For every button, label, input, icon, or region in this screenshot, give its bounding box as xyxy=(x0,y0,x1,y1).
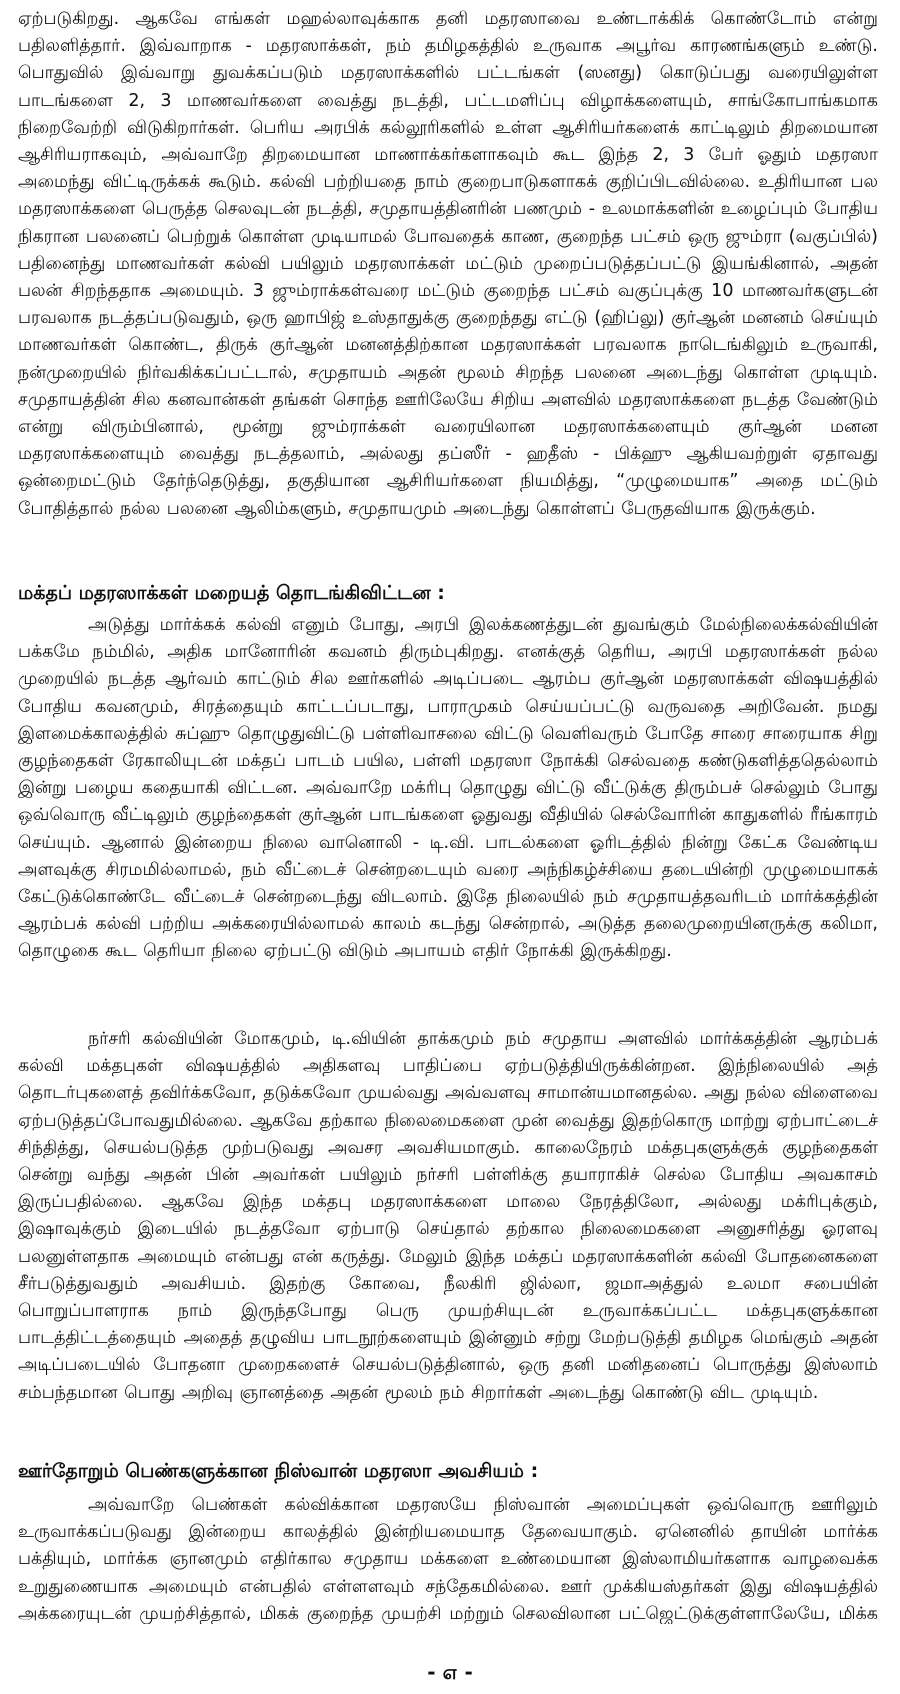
page-number: - ௭ - xyxy=(427,1660,473,1684)
paragraph-madrasa-structure: ஏற்படுகிறது. ஆகவே எங்கள் மஹல்லாவுக்காக தனி மதரஸாவை உண்டாக்கிக் கொண்டோம் என்று பதிலளித்தார். இவ்வாறாக - மதரஸாக்கள், நம் தமிழகத்தில் உருவாக அபூர்வ காரணங்களும் உண்டு. பொதுவில் இவ்வாறு துவக்கப்படும் மதரஸாக்களில் பட்டங்கள் (ஸனது) கொடுப்பது வரையிலுள்ள பாடங்களை 2, 3 மாணவர்களை வைத்து நடத்தி, பட்டமளிப்பு விழாக்களையும், சாங்கோபாங்கமாக நிறைவேற்றி விடுகிறார்கள். பெரிய அரபிக் கல்லூரிகளில் உள்ள ஆசிரியர்களைக் காட்டிலும் திறமையான ஆசிரியராகவும், அவ்வாறே திறமையான மாணாக்கர்களாகவும் கூட இந்த 2, 3 பேர் ஓதும் மதரஸா அமைந்து விட்டிருக்கக் கூடும். கல்வி பற்றியதை நாம் குறைபாடுகளாகக் குறிப்பிடவில்லை. உதிரியான பல மதரஸாக்களை பெருத்த செலவுடன் நடத்தி, சமுதாயத்தினரின் பணமும் - உலமாக்களின் உழைப்பும் போதிய நிகரான பலனைப் பெற்றுக் கொள்ள முடியாமல் போவதைக் காண, குறைந்த பட்சம் ஒரு ஜும்ரா (வகுப்பில்) பதினைந்து மாணவர்கள் கல்வி பயிலும் மதரஸாக்கள் மட்டும் முறைப்படுத்தப்பட்டு இயங்கினால், அதன் பலன் சிறந்ததாக அமையும். 3 ஜும்ராக்கள்வரை மட்டும் குறைந்த பட்சம் வகுப்புக்கு 10 மாணவர்களுடன் பரவலாக நடத்தப்படுவதும், ஒரு ஹாபிஜ் உஸ்தாதுக்கு குறைந்தது எட்டு (ஹிப்லு) குர்ஆன் மனனம் செய்யும் மாணவர்கள் கொண்ட, திருக் குர்ஆன் மனனத்திற்கான மதரஸாக்கள் பரவலாக நாடெங்கிலும் உருவாகி, நன்முறையில் நிர்வகிக்கப்பட்டால், சமுதாயம் அதன் மூலம் சிறந்த பலனை அடைந்து கொள்ள முடியும். சமுதாயத்தின் சில கனவான்கள் தங்கள் சொந்த ஊரிலேயே சிறிய அளவில் மதரஸாக்களை நடத்த வேண்டும் என்று விரும்பினால், மூன்று ஜும்ராக்கள் வரையிலான மதரஸாக்களையும் குர்ஆன் மனன மதரஸாக்களையும் வைத்து நடத்தலாம், அல்லது தப்ஸீர் - ஹதீஸ் - பிக்ஹு ஆகியவற்றுள் ஏதாவது ஒன்றைமட்டும் தேர்ந்தெடுத்து, தகுதியான ஆசிரியர்களை நியமித்து, “முழுமையாக” அதை மட்டும் போதித்தால் நல்ல பலனை ஆலிம்களும், சமுதாயமும் அடைந்து கொள்ளப் பேருதவியாக இருக்கும். xyxy=(18,9,878,519)
paragraph-nursery-tv-impact: நர்சரி கல்வியின் மோகமும், டி.வியின் தாக்கமும் நம் சமுதாய அளவில் மார்க்கத்தின் ஆரம்பக் கல்வி மக்தபுகள் விஷயத்தில் அதிகளவு பாதிப்பை ஏற்படுத்தியிருக்கின்றன. இந்நிலையில் அத் தொடர்புகளைத் தவிர்க்கவோ, தடுக்கவோ முயல்வது அவ்வளவு சாமான்யமானதல்ல. அது நல்ல விளைவை ஏற்படுத்தப்போவதுமில்லை. ஆகவே தற்கால நிலைமைகளை முன் வைத்து இதற்கொரு மாற்று ஏற்பாட்டைச் சிந்தித்து, செயல்படுத்த முற்படுவது அவசர அவசியமாகும். காலைநேரம் மக்தபுகளுக்குக் குழந்தைகள் சென்று வந்து அதன் பின் அவர்கள் பயிலும் நர்சரி பள்ளிக்கு தயாராகிச் செல்ல போதிய அவகாசம் இருப்பதில்லை. ஆகவே இந்த மக்தபு மதரஸாக்களை மாலை நேரத்திலோ, அல்லது மக்ரிபுக்கும், இஷாவுக்கும் இடையில் நடத்தவோ ஏற்பாடு செய்தால் தற்கால நிலைமைகளை அனுசரித்து ஓரளவு பலனுள்ளதாக அமையும் என்பது என் கருத்து. மேலும் இந்த மக்தப் மதரஸாக்களின் கல்வி போதனைகளை சீர்படுத்துவதும் அவசியம். இதற்கு கோவை, நீலகிரி ஜில்லா, ஜமாஅத்துல் உலமா சபையின் பொறுப்பாளராக நாம் இருந்தபோது பெரு முயற்சியுடன் உருவாக்கப்பட்ட மக்தபுகளுக்கான பாடத்திட்டத்தையும் அதைத் தழுவிய பாடநூற்களையும் இன்னும் சற்று மேற்படுத்தி தமிழக மெங்கும் அதன் அடிப்படையில் போதனா முறைகளைச் செயல்படுத்தினால், ஒரு தனி மனிதனைப் பொருத்து இஸ்லாம் சம்பந்தமான பொது அறிவு ஞானத்தை அதன் மூலம் நம் சிறார்கள் அடைந்து கொண்டு விட முடியும். xyxy=(18,1029,878,1403)
paragraph-maktab-decline: அடுத்து மார்க்கக் கல்வி எனும் போது, அரபி இலக்கணத்துடன் துவங்கும் மேல்நிலைக்கல்வியின் பக்கமே நம்மில், அதிக மானோரின் கவனம் திரும்புகிறது. எனக்குத் தெரிய, அரபி மதரஸாக்கள் நல்ல முறையில் நடத்த ஆர்வம் காட்டும் சில ஊர்களில் அடிப்படை ஆரம்ப குர்ஆன் மதரஸாக்கள் விஷயத்தில் போதிய கவனமும், சிரத்தையும் காட்டப்படாது, பாராமுகம் செய்யப்பட்டு வருவதை அறிவேன். நமது இளமைக்காலத்தில் சுப்ஹு தொழுதுவிட்டு பள்ளிவாசலை விட்டு வெளிவரும் போதே சாரை சாரையாக சிறு குழந்தைகள் ரேகாலியுடன் மக்தப் பாடம் பயில, பள்ளி மதரஸா நோக்கி செல்வதை கண்டுகளித்ததெல்லாம் இன்று பழைய கதையாகி விட்டன. அவ்வாறே மக்ரிபு தொழுது விட்டு வீட்டுக்கு திரும்பச் செல்லும் போது ஒவ்வொரு வீட்டிலும் குழந்தைகள் குர்ஆன் பாடங்களை ஓதுவது வீதியில் செல்வோரின் காதுகளில் ரீங்காரம் செய்யும். ஆனால் இன்றைய நிலை வானொலி - டி.வி. பாடல்களை ஓரிடத்தில் நின்று கேட்க வேண்டிய அளவுக்கு சிரமமில்லாமல், நம் வீட்டைச் சென்றடையும் வரை அந்நிகழ்ச்சியை தடையின்றி முழுமையாகக் கேட்டுக்கொண்டே வீட்டைச் சென்றடைந்து விடலாம். இதே நிலையில் நம் சமுதாயத்தவரிடம் மார்க்கத்தின் ஆரம்பக் கல்வி பற்றிய அக்கரையில்லாமல் காலம் கடந்து சென்றால், அடுத்த தலைமுறையினருக்கு கலிமா, தொழுகை கூட தெரியா நிலை ஏற்பட்டு விடும் அபாயம் எதிர் நோக்கி இருக்கிறது. xyxy=(18,615,878,962)
section-heading-maktab: மக்தப் மதரஸாக்கள் மறையத் தொடங்கிவிட்டன : xyxy=(18,582,445,604)
paragraph-women-madrasa: அவ்வாறே பெண்கள் கல்விக்கான மதரஸயே நிஸ்வான் அமைப்புகள் ஒவ்வொரு ஊரிலும் உருவாக்கப்படுவது இன்றைய காலத்தில் இன்றியமையாத தேவையாகும். ஏனெனில் தாயின் மார்க்க பக்தியும், மார்க்க ஞானமும் எதிர்கால சமுதாய மக்களை உண்மையான இஸ்லாமியர்களாக வாழவைக்க உறுதுணையாக அமையும் என்பதில் எள்ளளவும் சந்தேகமில்லை. ஊர் முக்கியஸ்தர்கள் இது விஷயத்தில் அக்கரையுடன் முயற்சித்தால், மிகக் குறைந்த முயற்சி மற்றும் செலவிலான பட்ஜெட்டுக்குள்ளாலேயே, மிக்க xyxy=(18,1495,878,1624)
section-heading-niswan: ஊர்தோறும் பெண்களுக்கான நிஸ்வான் மதரஸா அவசியம் : xyxy=(18,1460,539,1482)
